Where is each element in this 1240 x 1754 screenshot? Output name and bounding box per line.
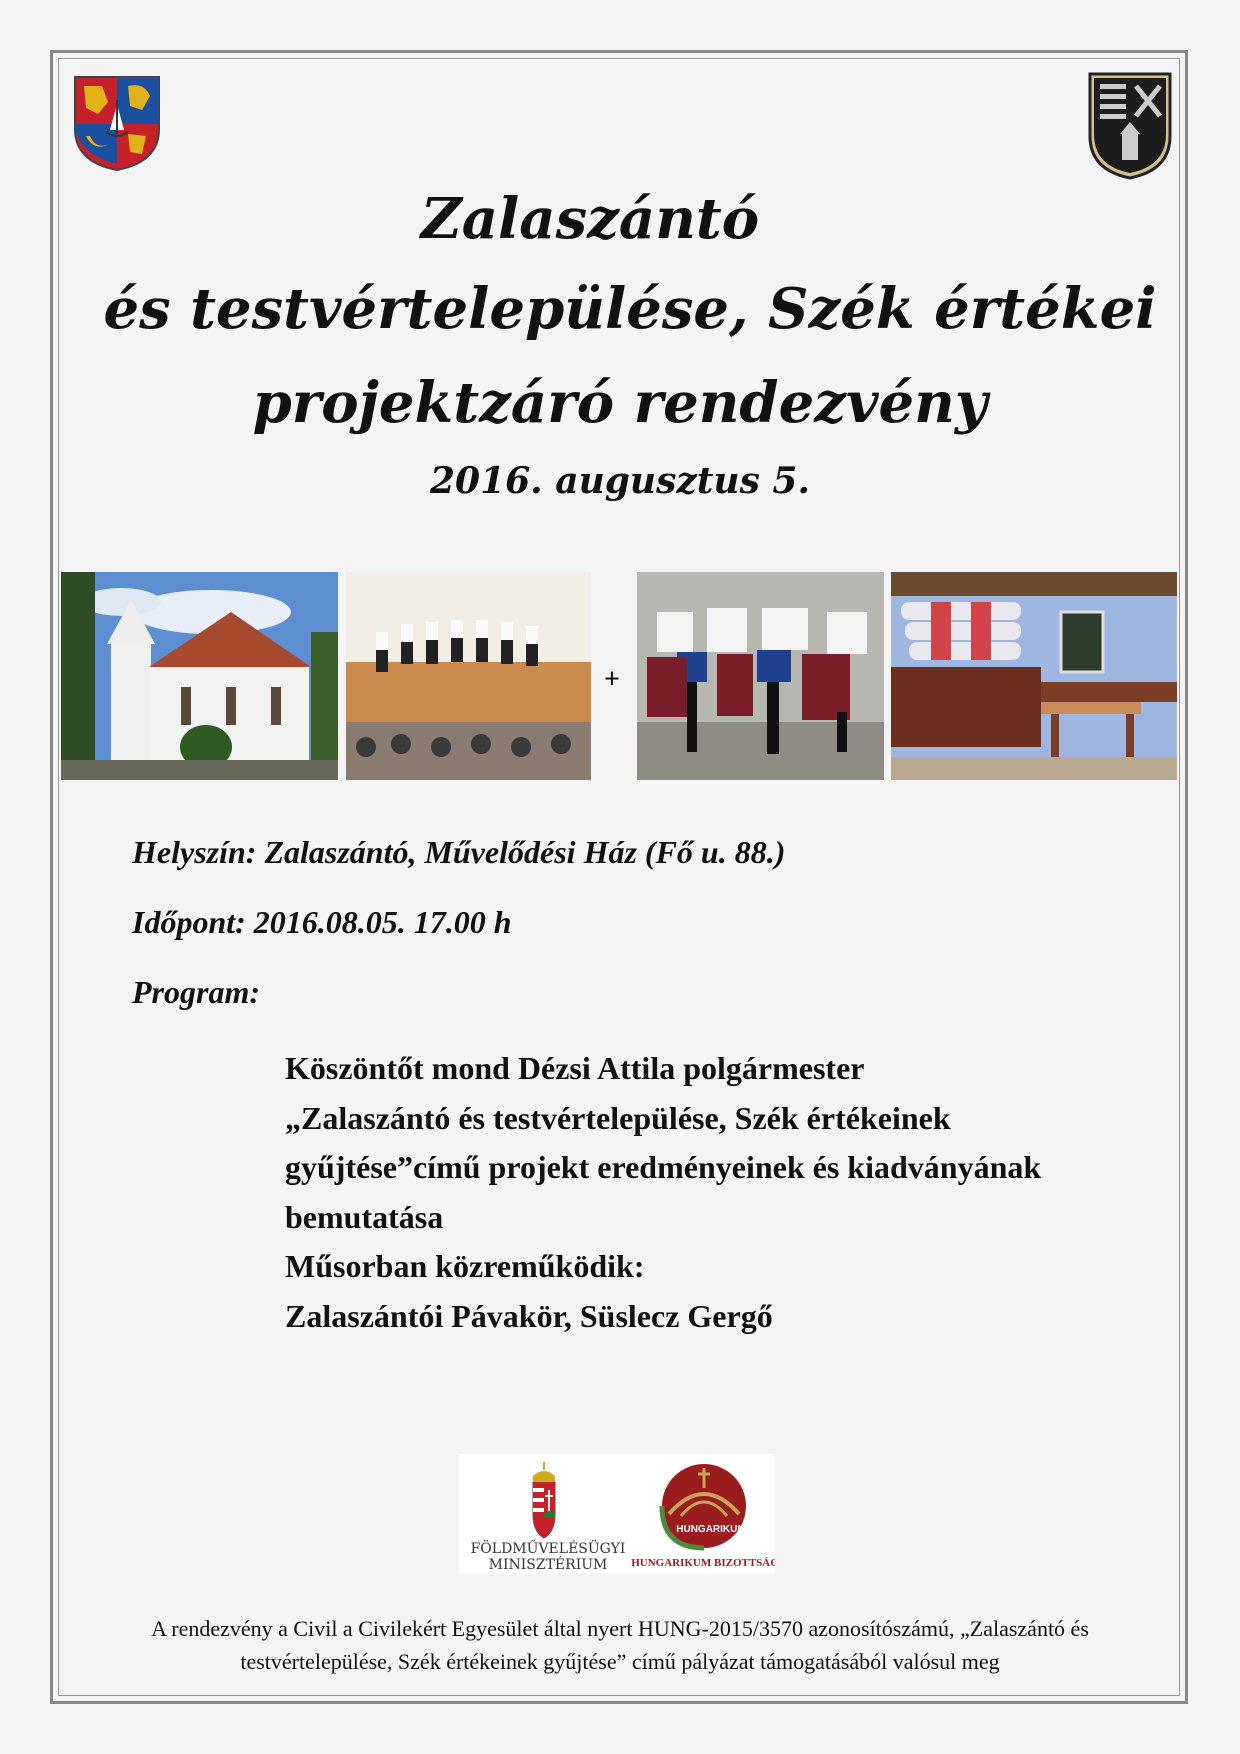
ministry-name-line-1: FÖLDMŰVELÉSÜGYI [470,1541,626,1557]
program-line: Köszöntőt mond Dézsi Attila polgármester [285,1050,865,1086]
title-line-3: projektzáró rendezvény [252,370,988,436]
program-line: „Zalaszántó és testvértelepülése, Szék értékeinek [285,1099,951,1136]
title-line-1: Zalaszántó [420,186,760,252]
ministry-crest-icon [533,1462,555,1538]
hungarikum-center-text: HUNGARIKUM [676,1524,746,1535]
event-time: Időpont: 2016.08.05. 17.00 h [132,904,512,940]
choir-photo [346,572,591,780]
funding-note [60,1612,1180,1678]
program-label: Program: [132,974,260,1010]
plus-separator: + [604,664,620,695]
folk-dancers-photo [637,572,884,780]
hungarikum-logo-icon [662,1464,746,1548]
program-list [285,1044,1185,1341]
event-location: Helyszín: Zalaszántó, Művelődési Ház (Fő u. 88.) [132,834,786,870]
zalaszanto-coat-of-arms-icon [72,74,162,172]
title-line-2: és testvértelepülése, Szék értékei [103,276,1157,342]
ministry-name-line-2: MINISZTÉRIUM [488,1557,608,1573]
program-line: Zalaszántói Pávakör, Süslecz Gergő [285,1297,773,1334]
hungarikum-ring-text: HUNGARIKUM BIZOTTSÁG [631,1557,775,1569]
folk-interior-photo [891,572,1177,780]
sponsor-logos [459,1454,775,1574]
funding-note-line-1: A rendezvény a Civil a Civilekért Egyesület által nyert HUNG-2015/3570 azonosítószámú, „Zalaszántó és [151,1616,1089,1641]
program-line: bemutatása [285,1198,444,1235]
event-date: 2016. augusztus 5. [429,460,810,502]
funding-note-line-2: testvértelepülése, Szék értékeinek gyűjtése” című pályázat támogatásából valósul meg [240,1649,1000,1674]
program-line: Műsorban közreműködik: [285,1248,645,1284]
program-line: gyűjtése”című projekt eredményeinek és kiadványának [285,1149,1042,1185]
szek-coat-of-arms-icon [1086,70,1174,182]
church-photo [61,572,338,780]
